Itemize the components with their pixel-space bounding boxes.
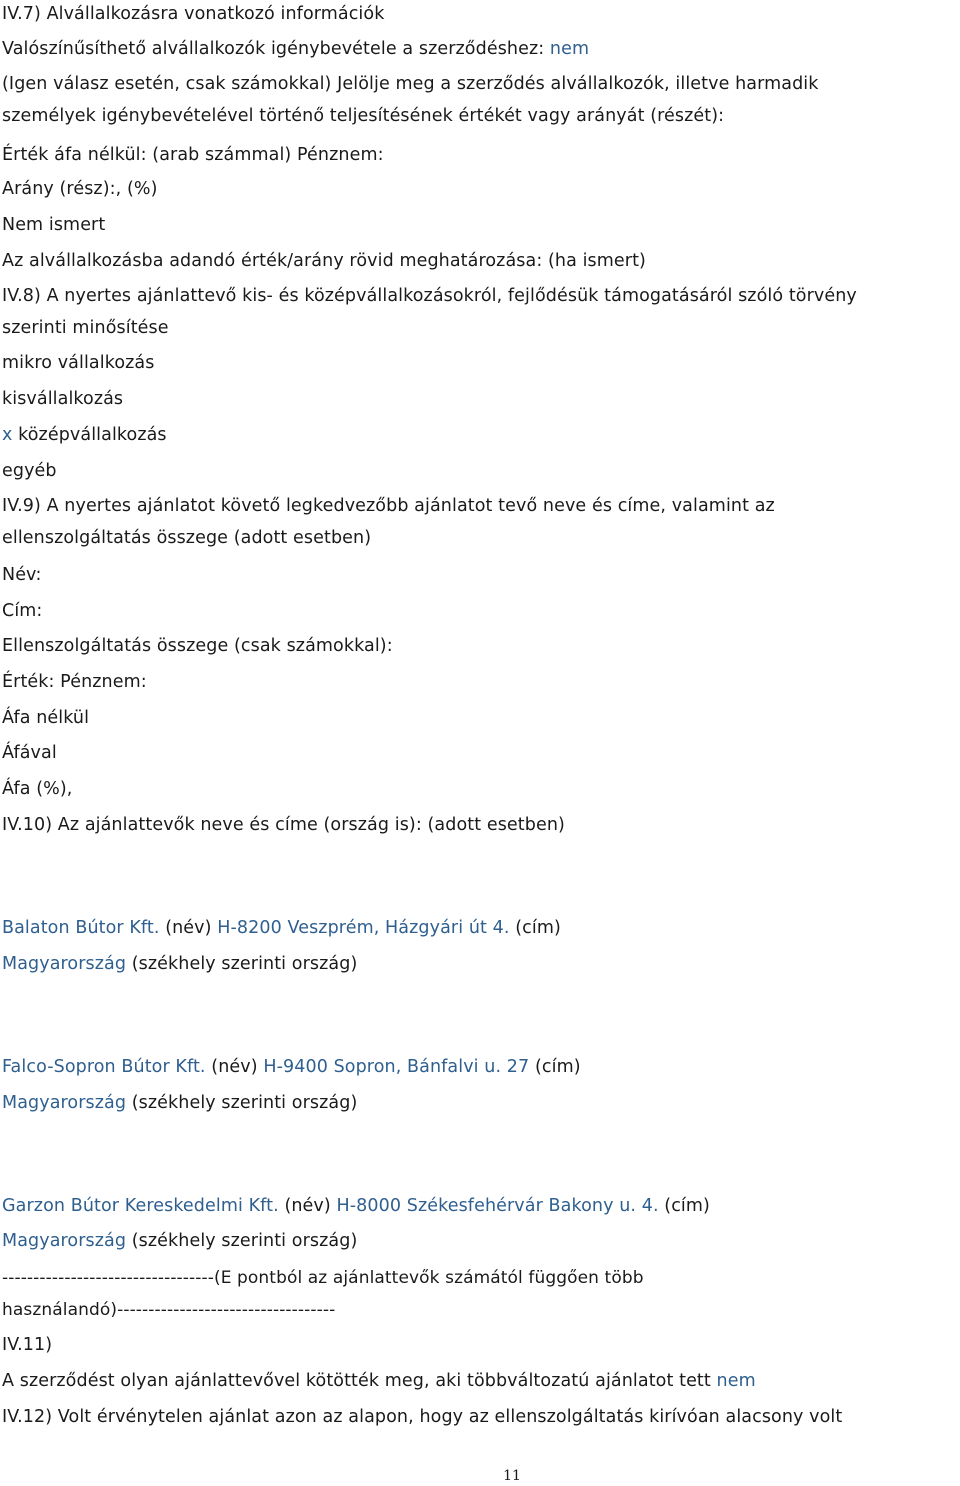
bidder-country-line [2, 1230, 357, 1252]
section-iv8-line2: szerinti minősítése [2, 318, 169, 338]
runner-up-amount: Ellenszolgáltatás összege (csak számokkal): [2, 636, 393, 656]
bidder-country: Magyarország [2, 1231, 127, 1251]
subcontract-label: Valószínűsíthető alvállalkozók igénybevétele a szerződéshez: [2, 39, 545, 59]
classification-option [2, 352, 154, 374]
section-iv11-heading: IV.11) [2, 1335, 53, 1355]
bidder-name-line [2, 917, 561, 939]
section-iv9-line2: ellenszolgáltatás összege (adott esetben) [2, 528, 372, 548]
subcontract-line [2, 38, 589, 60]
runner-up-with-vat: Áfával [2, 743, 57, 763]
separator-line2: használandó)----------------------------------- [2, 1300, 336, 1320]
bidder-address-tag: (cím) [664, 1196, 710, 1216]
bidder-name: Balaton Bútor Kft. [2, 918, 160, 938]
variant-offer-text: A szerződést olyan ajánlattevővel kötötték meg, aki többváltozatú ajánlatot tett [2, 1371, 711, 1391]
classification-option [2, 460, 57, 482]
classification-option [2, 424, 167, 446]
bidder-address-tag: (cím) [515, 918, 561, 938]
subcontract-value: nem [549, 39, 590, 59]
classification-option [2, 388, 123, 410]
bidder-name-tag: (név) [165, 918, 212, 938]
section-iv9-line1: IV.9) A nyertes ajánlatot követő legkedvezőbb ajánlatot tevő neve és címe, valamint az [2, 496, 775, 516]
variant-offer-line [2, 1370, 756, 1392]
bidder-address: H-8200 Veszprém, Házgyári út 4. [217, 918, 510, 938]
option-label: egyéb [2, 461, 57, 481]
bidder-country-tag: (székhely szerinti ország) [131, 1093, 358, 1113]
bidder-name: Falco-Sopron Bútor Kft. [2, 1057, 206, 1077]
subcontract-unknown: Nem ismert [2, 215, 106, 235]
bidder-country: Magyarország [2, 1093, 127, 1113]
section-iv7-heading: IV.7) Alvállalkozásra vonatkozó információk [2, 4, 385, 24]
bidder-address: H-8000 Székesfehérvár Bakony u. 4. [336, 1196, 659, 1216]
section-iv10-heading: IV.10) Az ajánlattevők neve és címe (ország is): (adott esetben) [2, 815, 565, 835]
bidder-country-line [2, 1092, 357, 1114]
runner-up-name: Név: [2, 565, 42, 585]
option-label: középvállalkozás [18, 425, 167, 445]
bidder-country: Magyarország [2, 954, 127, 974]
separator-line1: ----------------------------------(E pontból az ajánlattevők számától függően több [2, 1268, 644, 1288]
subcontract-ratio-line: Arány (rész):, (%) [2, 179, 158, 199]
bidder-name-tag: (név) [284, 1196, 331, 1216]
bidder-country-line [2, 953, 357, 975]
bidder-name-tag: (név) [211, 1057, 258, 1077]
runner-up-vat-pct: Áfa (%), [2, 779, 73, 799]
page-number: 11 [503, 1468, 521, 1484]
runner-up-value-currency: Érték: Pénznem: [2, 672, 147, 692]
bidder-address-tag: (cím) [534, 1057, 581, 1077]
option-label: kisvállalkozás [2, 389, 124, 409]
option-label: mikro vállalkozás [2, 353, 155, 373]
runner-up-without-vat: Áfa nélkül [2, 708, 90, 728]
bidder-name-line [2, 1195, 710, 1217]
section-iv8-line1: IV.8) A nyertes ajánlattevő kis- és középvállalkozásokról, fejlődésük támogatásáról szóló törvény [2, 286, 857, 306]
bidder-name: Garzon Bútor Kereskedelmi Kft. [2, 1196, 279, 1216]
subcontract-short-desc: Az alvállalkozásba adandó érték/arány rövid meghatározása: (ha ismert) [2, 251, 646, 271]
bidder-address: H-9400 Sopron, Bánfalvi u. 27 [263, 1057, 530, 1077]
subcontract-instruction-line2: személyek igénybevételével történő teljesítésének értékét vagy arányát (részét): [2, 106, 725, 126]
subcontract-instruction-line1: (Igen válasz esetén, csak számokkal) Jelölje meg a szerződés alvállalkozók, illetve harmadik [2, 74, 819, 94]
bidder-name-line [2, 1056, 581, 1078]
runner-up-address: Cím: [2, 601, 43, 621]
section-iv12-text: IV.12) Volt érvénytelen ajánlat azon az alapon, hogy az ellenszolgáltatás kirívóan alacsony volt [2, 1407, 843, 1427]
variant-offer-value: nem [716, 1371, 756, 1391]
option-mark: x [2, 425, 13, 445]
subcontract-value-line: Érték áfa nélkül: (arab számmal) Pénznem: [2, 145, 384, 165]
bidder-country-tag: (székhely szerinti ország) [131, 1231, 358, 1251]
bidder-country-tag: (székhely szerinti ország) [131, 954, 358, 974]
